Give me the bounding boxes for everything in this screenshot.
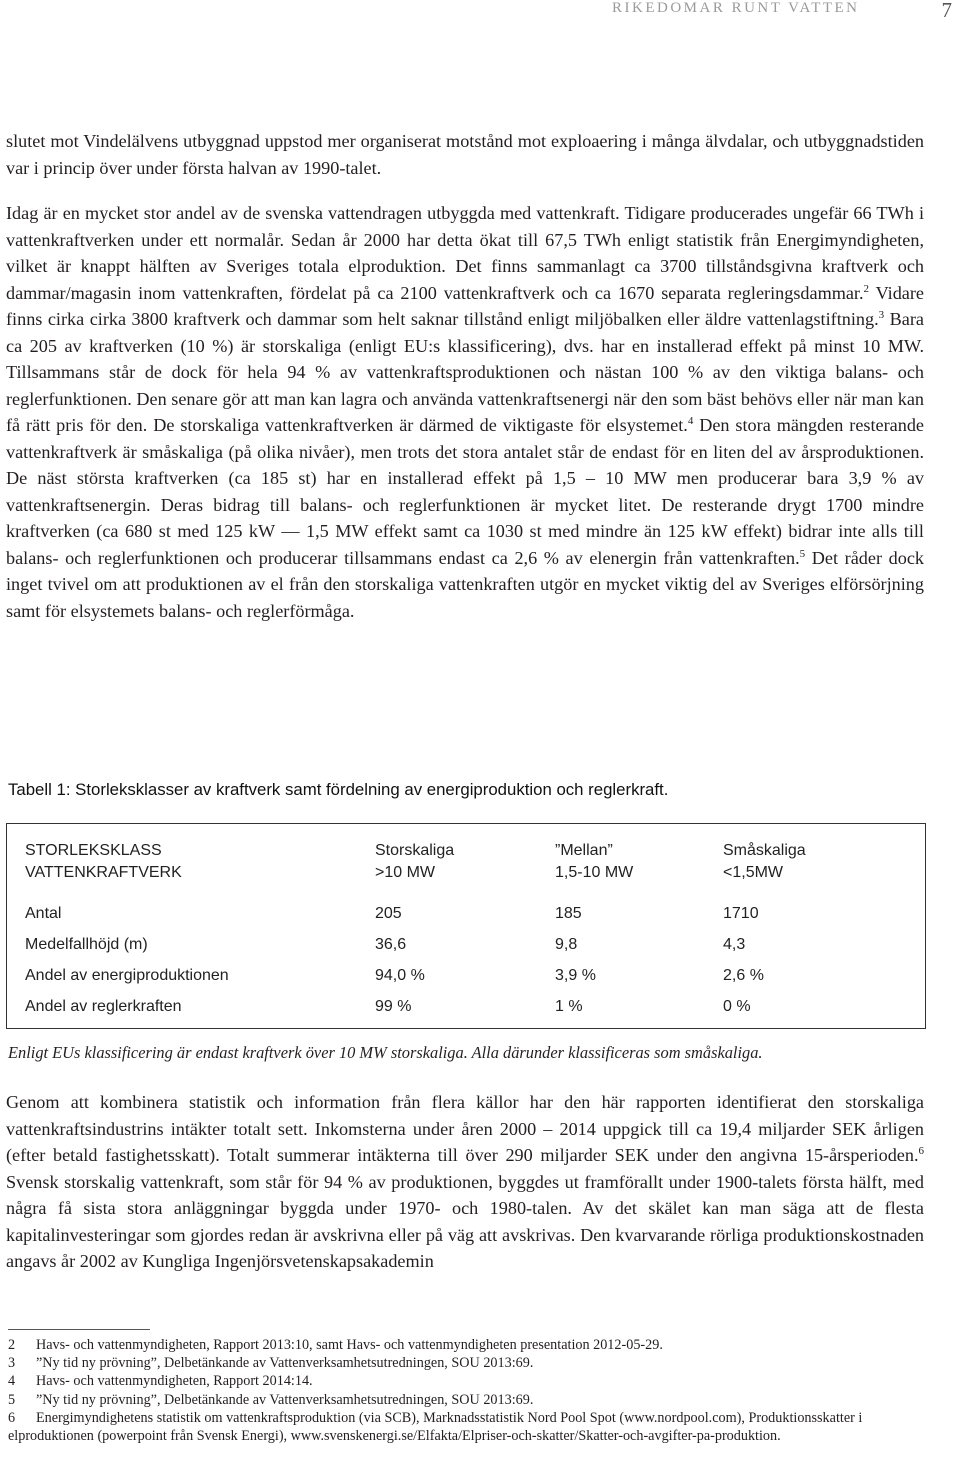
footnote: [8, 1336, 920, 1354]
paragraph-2: [6, 200, 924, 624]
page-number: 7: [941, 0, 952, 22]
table-row-label: Andel av energiproduktionen: [25, 967, 229, 984]
footnote: [8, 1409, 920, 1445]
paragraph-2-text-a: Idag är en mycket stor andel av de svenska vattendragen utbyggda med vattenkraft. Tidigare producerades ungefär 66 TWh i vattenkraftverken under ett normalår. Sedan år 2000 har detta ökat till 67,5 TWh enligt statistik från Energimyndigheten, vilket är knappt hälften av Sveriges totala elproduktion. Det finns sammanlagt ca 3700 tillståndsgivna kraftverk och dammar/magasin inom vattenkraften, fördelat på ca 2100 vattenkraftverk och ca 1670 separata regleringsdammar.: [6, 203, 924, 303]
header-line: Småskaliga: [723, 842, 806, 859]
footnote-ref-5: 5: [799, 547, 806, 560]
footnote-ref-4: 4: [687, 414, 694, 427]
footnote-number: 6: [8, 1409, 16, 1426]
paragraph-3: [6, 1089, 924, 1275]
footnote-divider: [8, 1329, 150, 1330]
table-title: Tabell 1: Storleksklasser av kraftverk samt fördelning av energiproduktion och reglerkraft.: [8, 780, 669, 799]
table-cell: 2,6 %: [723, 967, 764, 984]
table-row-label: Medelfallhöjd (m): [25, 936, 148, 953]
table-cell: 205: [375, 905, 402, 922]
header-line: 1,5-10 MW: [555, 864, 634, 881]
paragraph-2-text-c: Bara ca 205 av kraftverken (10 %) är storskaliga (enligt EU:s klassificering), dvs. har en installerad effekt på minst 10 MW. Tillsammans står de dock för hela 94 % av vattenkraftsproduktionen och nästan 100 % av den viktiga balans- och reglerfunktionen. Den senare gör att man kan lagra och använda vattenkraftsenergi när den som bäst behövs eller när man kan få rätt pris för den. De storskaliga vattenkraftverken är därmed de viktigaste för elsystemet.: [6, 309, 924, 435]
table-header-cell: [375, 840, 454, 884]
table-cell: 4,3: [723, 936, 746, 953]
footnote-number: 5: [8, 1391, 16, 1408]
footnote-ref-2: 2: [863, 282, 870, 295]
table-cell: 9,8: [555, 936, 578, 953]
table-row-label: Antal: [25, 905, 62, 922]
table-cell: 94,0 %: [375, 967, 425, 984]
footnote-text: Havs- och vattenmyndigheten, Rapport 2013:10, samt Havs- och vattenmyndigheten presentation 2012-05-29.: [36, 1337, 663, 1353]
footnote-text: ”Ny tid ny prövning”, Delbetänkande av Vattenverksamhetsutredningen, SOU 2013:69.: [36, 1355, 534, 1372]
header-line: STORLEKSKLASS: [25, 842, 162, 859]
table-cell: 1710: [723, 905, 759, 922]
table-row-label: Andel av reglerkraften: [25, 998, 182, 1015]
table-cell: 1 %: [555, 998, 583, 1015]
footnote-text: ”Ny tid ny prövning”, Delbetänkande av Vattenverksamhetsutredningen, SOU 2013:69.: [36, 1391, 534, 1408]
table-header-cell: [723, 840, 806, 884]
table-cell: 99 %: [375, 998, 412, 1015]
table-cell: 0 %: [723, 998, 751, 1015]
footnotes: [8, 1336, 920, 1445]
footnote: [8, 1391, 920, 1409]
paragraph-3-text-a: Genom att kombinera statistik och information från flera källor har den här rapporten identifierat den storskaliga vattenkraftsindustrins intäkter totalt sett. Inkomsterna under åren 2000 – 2014 uppgick till ca 19,4 miljarder SEK årligen (efter betald fastighetsskatt). Totalt summerar intäkterna till över 290 miljarder SEK under den angivna 15-årsperioden.: [6, 1092, 924, 1165]
header-line: VATTENKRAFTVERK: [25, 864, 182, 881]
footnote-text: Havs- och vattenmyndigheten, Rapport 2014:14.: [36, 1373, 313, 1390]
table-header-cell: [555, 840, 633, 884]
table-cell: 36,6: [375, 936, 407, 953]
table-header-cell: [25, 840, 182, 884]
table-cell: 185: [555, 905, 582, 922]
table-note: Enligt EUs klassificering är endast kraftverk över 10 MW storskaliga. Alla därunder klassificeras som småskaliga.: [8, 1043, 763, 1062]
header-line: ”Mellan”: [555, 842, 613, 859]
footnote: [8, 1354, 920, 1372]
footnote-number: 4: [8, 1373, 16, 1390]
running-head: RIKEDOMAR RUNT VATTEN: [612, 0, 860, 16]
footnote-ref-3: 3: [878, 308, 885, 321]
paragraph-1: slutet mot Vindelälvens utbyggnad uppstod mer organiserat motstånd mot exploaering i många älvdalar, och utbyggnadstiden var i princip över under första halvan av 1990-talet.: [6, 131, 924, 178]
footnote-ref-6: 6: [918, 1144, 924, 1157]
header-line: <1,5MW: [723, 864, 784, 881]
footnote: [8, 1372, 920, 1390]
footnote-text: Energimyndighetens statistik om vattenkraftsproduktion (via SCB), Marknadsstatistik Nord Pool Spot (www.nordpool.com), Produktionsskatter i elproduktionen (powerpoint från Svensk Energi), www.svenskenergi.se/Elfakta/Elpriser-och-skatter/Skatter-och-avgifter-pa-produktion.: [8, 1409, 863, 1445]
table-cell: 3,9 %: [555, 967, 596, 984]
size-class-table: [6, 823, 926, 1029]
paragraph-2-text-e: Det råder dock inget tvivel om att produktionen av el från den storskaliga vattenkraften utgör en mycket viktig del av Sveriges elförsörjning samt för elsystemets balans- och reglerförmåga.: [6, 547, 924, 621]
paragraph-2-text-b: Vidare finns cirka cirka 3800 kraftverk och dammar som helt saknar tillstånd enligt miljöbalken eller äldre vattenlagstiftning.: [6, 282, 924, 329]
footnote-number: 3: [8, 1355, 16, 1372]
footnote-number: 2: [8, 1337, 16, 1353]
header-line: >10 MW: [375, 864, 436, 881]
paragraph-3-text-b: Svensk storskalig vattenkraft, som står för 94 % av produktionen, byggdes ut framförallt under 1900-talets första hälft, med några få sista stora anläggningar byggda under 1970- och 1980-talen. Av det skälet kan man säga att de flesta kapitalinvesteringar som gjordes redan är avskrivna eller på väg att avskrivas. Den kvarvarande rörliga produktionskostnaden angavs år 2002 av Kungliga Ingenjörsvetenskapsakademin: [6, 1171, 924, 1271]
header-line: Storskaliga: [375, 842, 455, 859]
paragraph-2-text-d: Den stora mängden resterande vattenkraftverk är småskaliga (på olika nivåer), men trots det stora antalet står de endast för en liten del av årsproduktionen. De näst största kraftverken (ca 185 st) har en installerad effekt på 1,5 – 10 MW men producerar bara 3,9 % av vattenkraftsenergin. Deras bidrag till balans- och reglerfunktionen är mycket litet. De resterande drygt 1700 mindre kraftverken (ca 680 st med 125 kW — 1,5 MW effekt samt ca 1030 st med mindre än 125 kW effekt) bidrar inte alls till balans- och reglerfunktionen och producerar tillsammans endast ca 2,6 % av elenergin från vattenkraften.: [6, 415, 924, 568]
